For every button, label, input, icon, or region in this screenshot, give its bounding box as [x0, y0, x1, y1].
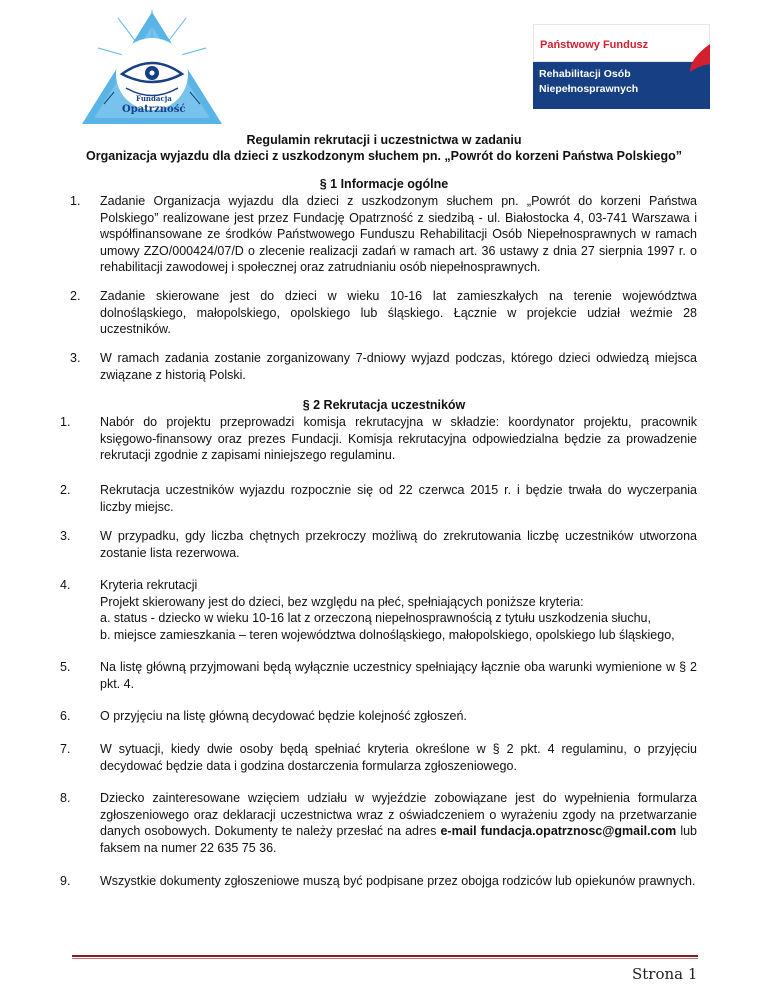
s1-item1-text: Zadanie Organizacja wyjazdu dla dzieci z uszkodzonym słuchem pn. „Powrót do korzeni Państwa Polskiego” realizowane jest przez Fundację Opatrzność z siedzibą - ul. Białostocka 4, 03-741 Warszawa i współfinansowane ze środków Państwowego Funduszu Rehabilitacji Osób Niepełnosprawnych w ramach umowy ZZO/000424/07/D o zlecenie realizacji zadań w ramach art. 36 ustawy z dnia 27 sierpnia 1997 r. o rehabilitacji zawodowej i społecznej oraz zatrudnianiu osób niepełnosprawnych. [100, 194, 697, 274]
s2-item8-number: 8. [60, 791, 71, 805]
s2-item4-line2: Projekt skierowany jest do dzieci, bez względu na płeć, spełniających poniższe kryteria: [100, 594, 584, 609]
s2-item5-number: 5. [60, 660, 71, 674]
s2-item2-text: Rekrutacja uczestników wyjazdu rozpocznie się od 22 czerwca 2015 r. i będzie trwała do wyczerpania liczby miejsc. [100, 483, 697, 514]
section1-heading: § 1 Informacje ogólne [319, 177, 449, 191]
document-title-line1: Regulamin rekrutacji i uczestnictwa w zadaniu [246, 133, 522, 147]
s2-item8-text [100, 790, 697, 856]
s1-item2-number: 2. [70, 289, 81, 303]
footer-divider-thin [72, 958, 698, 959]
s2-item8-text-a: Dziecko zainteresowane wzięciem udziału w wyjeździe zobowiązane jest do wypełnienia formularza zgłoszeniowego oraz deklaracji uczestnictwa wraz z oświadczeniem o wyrażeniu zgody na przetwarzanie danych osobowych. Dokumenty te należy przesłać na adres [100, 791, 697, 838]
s2-item6-text: O przyjęciu na listę główną decydować będzie kolejność zgłoszeń. [100, 709, 467, 723]
s2-item2-number: 2. [60, 483, 71, 497]
page-number: Strona 1 [632, 965, 698, 983]
section2-heading: § 2 Rekrutacja uczestników [302, 398, 466, 412]
pfron-swoosh-icon [684, 44, 710, 82]
s2-item1-text: Nabór do projektu przeprowadzi komisja rekrutacyjna w składzie: koordynator projektu, pracownik księgowo-finansowy oraz prezes Fundacji. Komisja rekrutacyjna odpowiedzialna będzie za prowadzenie rekrutacji zgodnie z zapisami niniejszego regulaminu. [100, 415, 697, 462]
s2-item1-number: 1. [60, 415, 71, 429]
document-title-line2: Organizacja wyjazdu dla dzieci z uszkodzonym słuchem pn. „Powrót do korzeni Państwa Polskiego” [86, 149, 682, 163]
s1-item3-number: 3. [70, 351, 81, 365]
pfron-logo [533, 24, 710, 109]
s2-item4-line4: b. miejsce zamieszkania – teren województwa dolnośląskiego, małopolskiego, opolskiego lub śląskiego, [100, 627, 675, 642]
s2-item3-text: W przypadku, gdy liczba chętnych przekroczy możliwą do zrekrutowania liczbę uczestników utworzona zostanie lista rezerwowa. [100, 529, 697, 560]
logo-left-text-bottom: Opatrzność [122, 104, 186, 115]
s2-item9-text: Wszystkie dokumenty zgłoszeniowe muszą być podpisane przez obojga rodziców lub opiekunów prawnych. [100, 874, 696, 888]
s2-item7-number: 7. [60, 742, 71, 756]
s2-item4-number: 4. [60, 578, 71, 592]
s1-item3-text: W ramach zadania zostanie zorganizowany 7-dniowy wyjazd podczas, którego dzieci odwiedzą miejsca związane z historią Polski. [100, 351, 697, 382]
s2-item3-number: 3. [60, 529, 71, 543]
pfron-logo-line2: Rehabilitacji Osób [539, 68, 631, 80]
s2-item4-text [100, 577, 697, 643]
s2-item7-text: W sytuacji, kiedy dwie osoby będą spełniać kryteria określone w § 2 pkt. 4 regulaminu, o przyjęciu decydować będzie data i godzina dostarczenia formularza zgłoszeniowego. [100, 742, 697, 773]
fundacja-opatrznosc-logo [78, 8, 226, 128]
logo-left-text-top: Fundacja [136, 94, 172, 103]
pfron-logo-line3: Niepełnosprawnych [539, 83, 639, 95]
s2-item9-number: 9. [60, 874, 71, 888]
contact-email: e-mail fundacja.opatrznosc@gmail.com [440, 824, 677, 838]
s2-item6-number: 6. [60, 709, 71, 723]
s2-item5-text: Na listę główną przyjmowani będą wyłącznie uczestnicy spełniający łącznie oba warunki wymienione w § 2 pkt. 4. [100, 660, 697, 691]
s1-item1-number: 1. [70, 194, 81, 208]
s2-item4-line3: a. status - dziecko w wieku 10-16 lat z orzeczoną niepełnosprawnością z tytułu uszkodzenia słuchu, [100, 611, 651, 625]
s2-item4-line1: Kryteria rekrutacji [100, 578, 198, 592]
s2-item8-text-b: lub faksem na numer 22 635 75 36. [100, 824, 697, 855]
pfron-logo-line1: Państwowy Fundusz [540, 39, 649, 51]
s1-item2-text: Zadanie skierowane jest do dzieci w wieku 10-16 lat zamieszkałych na terenie województwa dolnośląskiego, małopolskiego, opolskiego lub śląskiego. Łącznie w projekcie udział weźmie 28 uczestników. [100, 289, 697, 336]
footer-divider [72, 955, 698, 957]
